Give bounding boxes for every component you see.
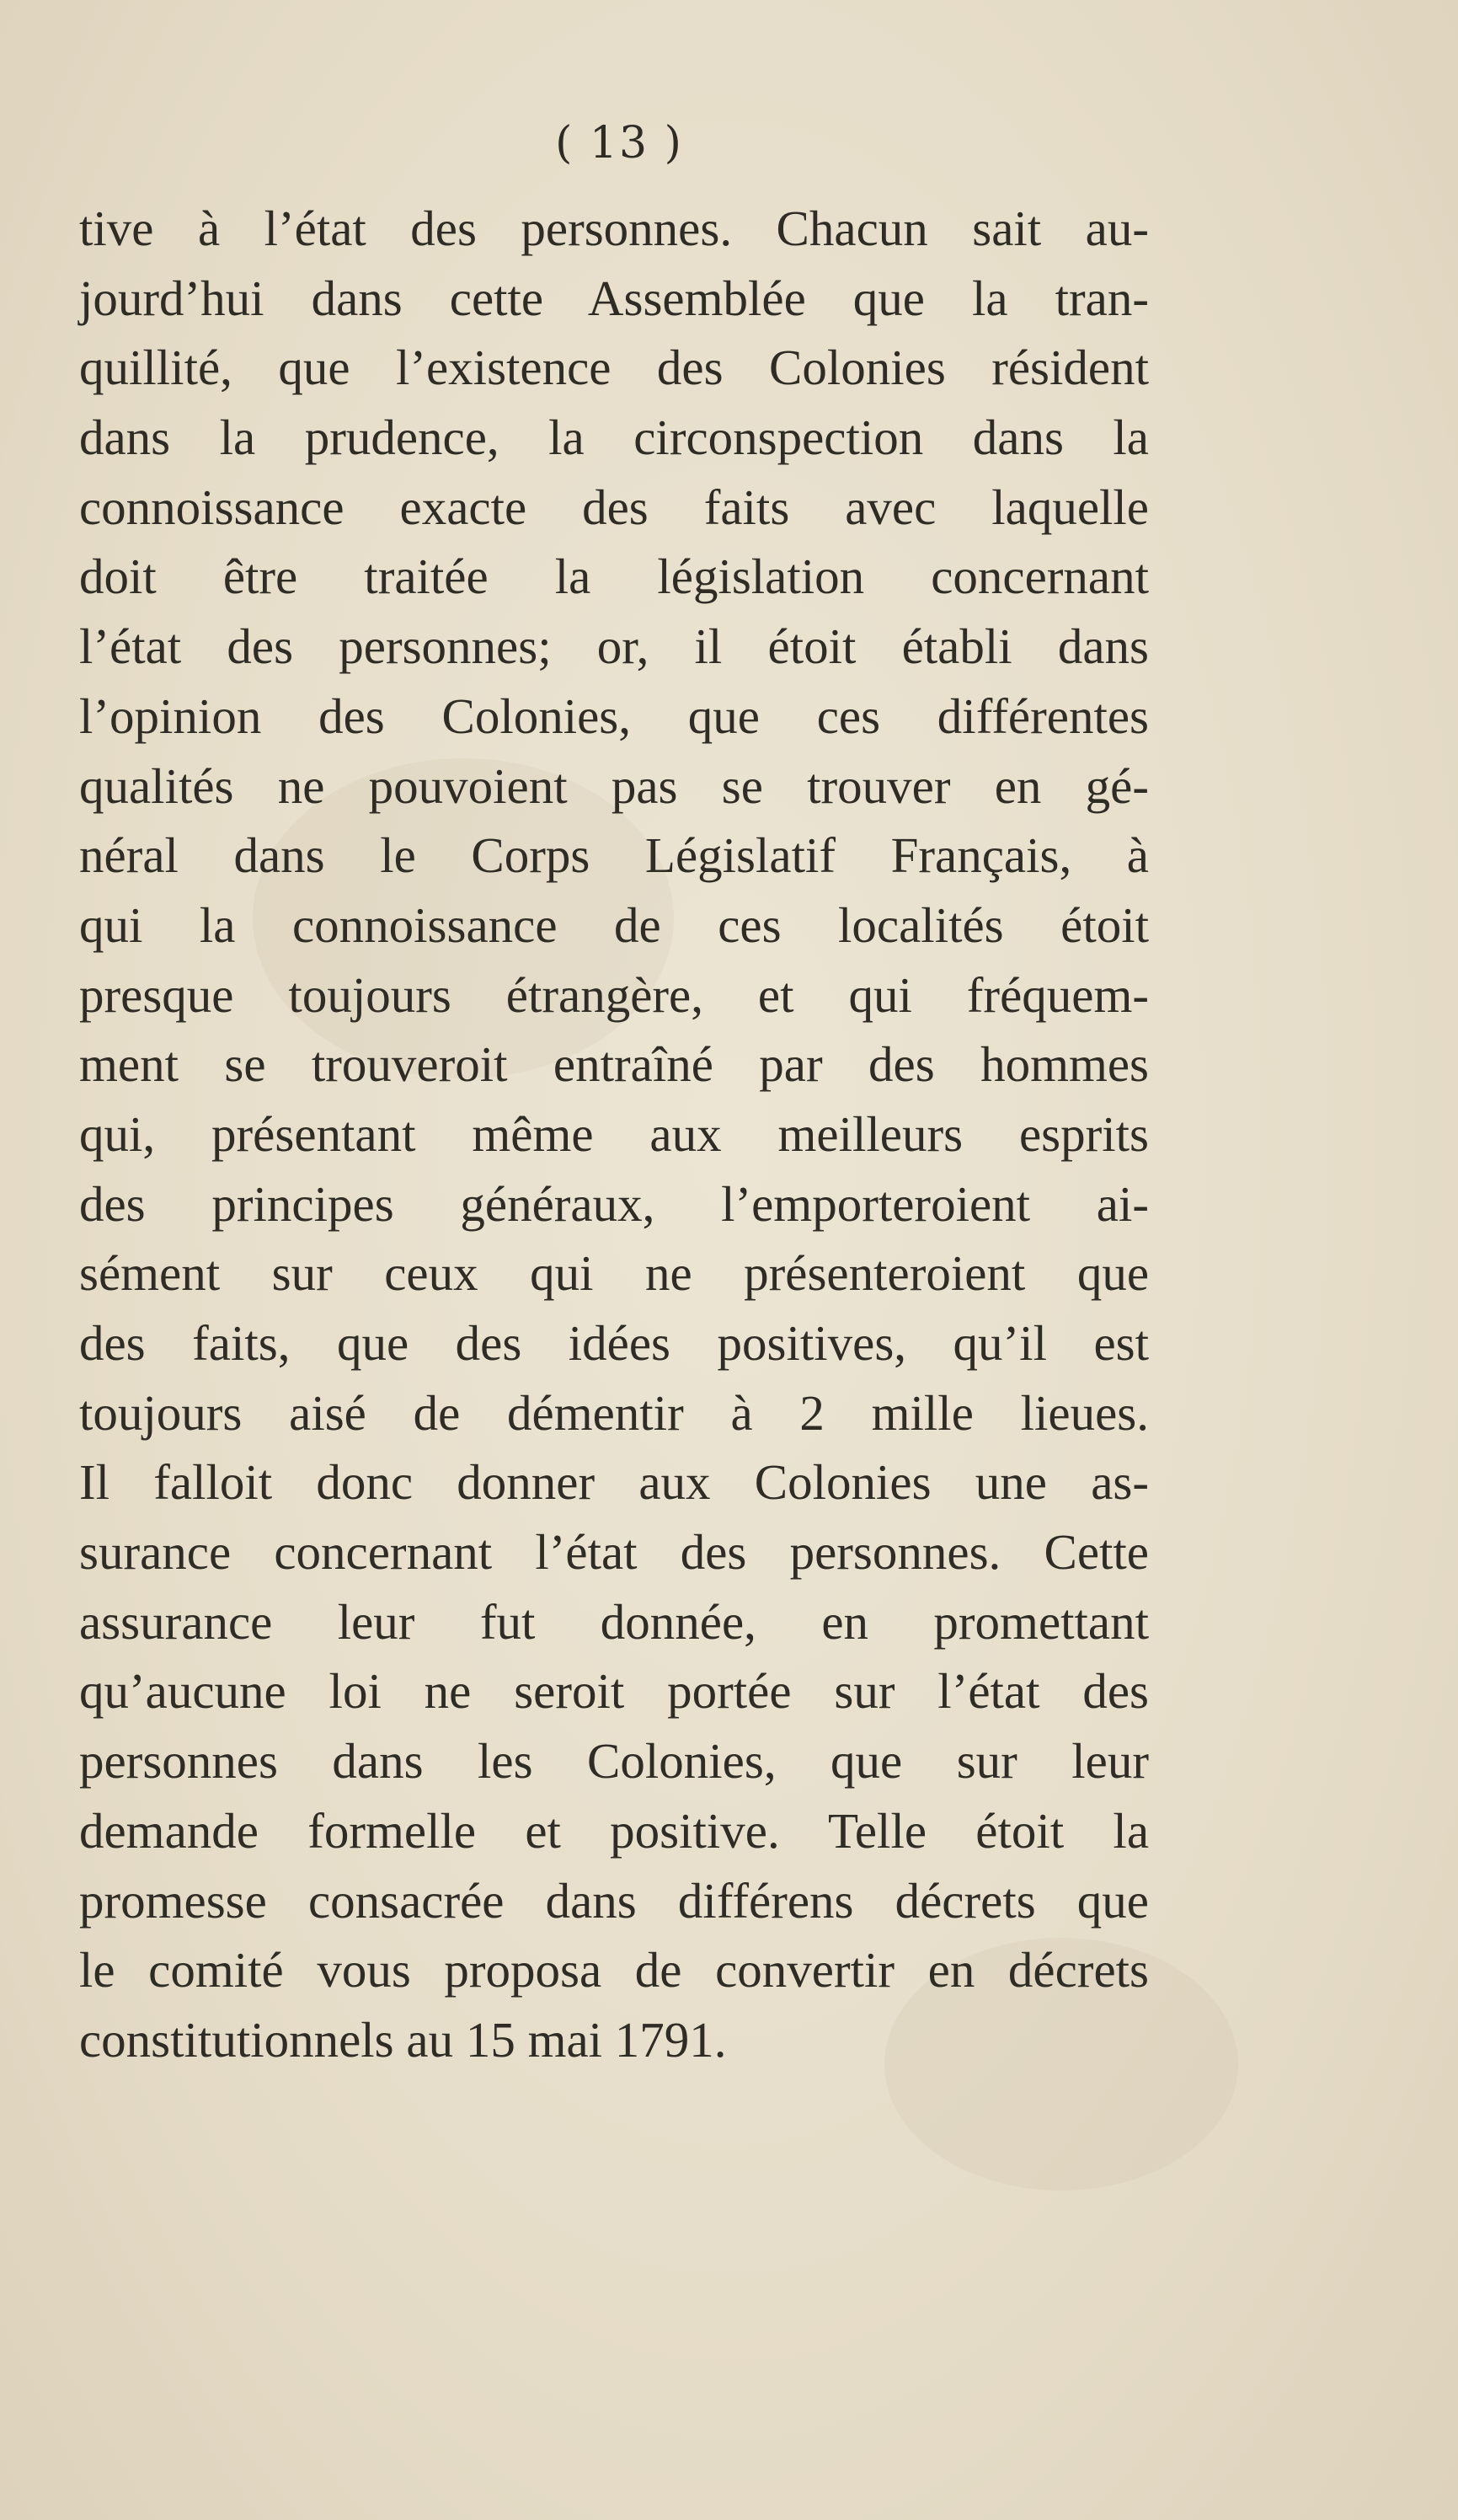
text-line: ment se trouveroit entraîné par des hommes (79, 1036, 1149, 1093)
text-line: quillité, que l’existence des Colonies résident (79, 340, 1149, 396)
text-line: surance concernant l’état des personnes. Cette (79, 1524, 1149, 1581)
text-line: qui, présentant même aux meilleurs esprits (79, 1105, 1149, 1162)
text-line: qu’aucune loi ne seroit portée sur l’état des (79, 1663, 1149, 1720)
text-line: le comité vous proposa de convertir en décrets (79, 1942, 1149, 1998)
text-line: qualités ne pouvoient pas se trouver en gé- (79, 757, 1149, 814)
text-line: constitutionnels au 15 mai 1791. (79, 2011, 727, 2068)
text-line: Il falloit donc donner aux Colonies une as- (79, 1454, 1149, 1511)
text-line: des faits, que des idées positives, qu’il est (79, 1315, 1149, 1371)
text-line: toujours aisé de démentir à 2 mille lieues. (79, 1384, 1149, 1441)
text-line: promesse consacrée dans différens décrets que (79, 1872, 1149, 1929)
text-line: dans la prudence, la circonspection dans la (79, 409, 1149, 466)
text-line: tive à l’état des personnes. Chacun sait au- (79, 201, 1149, 256)
text-line: sément sur ceux qui ne présenteroient que (79, 1245, 1149, 1302)
text-line: des principes généraux, l’emporteroient ai- (79, 1175, 1149, 1232)
body-text (79, 194, 1149, 2075)
page-number: ( 13 ) (555, 118, 683, 169)
text-line: personnes dans les Colonies, que sur leur (79, 1733, 1149, 1790)
text-line: demande formelle et positive. Telle étoit la (79, 1802, 1149, 1859)
text-line: presque toujours étrangère, et qui fréquem- (79, 966, 1149, 1023)
text-line: qui la connoissance de ces localités étoit (79, 896, 1149, 953)
text-line: doit être traitée la législation concernant (79, 548, 1149, 605)
text-line: l’état des personnes; or, il étoit établi dans (79, 618, 1149, 675)
text-line: jourd’hui dans cette Assemblée que la tran- (79, 270, 1149, 326)
text-line: l’opinion des Colonies, que ces différentes (79, 688, 1149, 744)
text-line: assurance leur fut donnée, en promettant (79, 1593, 1149, 1650)
text-line: néral dans le Corps Législatif Français, à (79, 827, 1149, 884)
text-line: connoissance exacte des faits avec laquelle (79, 479, 1149, 535)
